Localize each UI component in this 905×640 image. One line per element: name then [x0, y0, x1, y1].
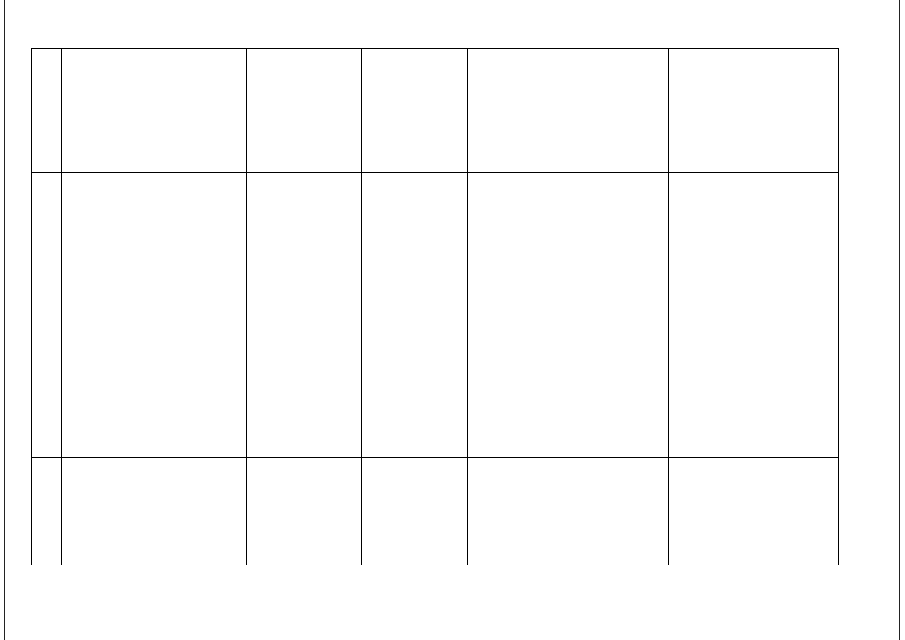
- table-col-border: [467, 48, 468, 565]
- table-col-border: [61, 48, 62, 565]
- table-col-border: [361, 48, 362, 565]
- table-row-border: [31, 48, 839, 49]
- scan-left-edge: [4, 0, 5, 640]
- table-col-border: [246, 48, 247, 565]
- table-row-border: [31, 172, 839, 173]
- table-col-border: [838, 48, 839, 565]
- table-col-border: [668, 48, 669, 565]
- table-row-border: [31, 457, 839, 458]
- scan-right-edge: [899, 0, 900, 640]
- table-col-border: [31, 48, 32, 565]
